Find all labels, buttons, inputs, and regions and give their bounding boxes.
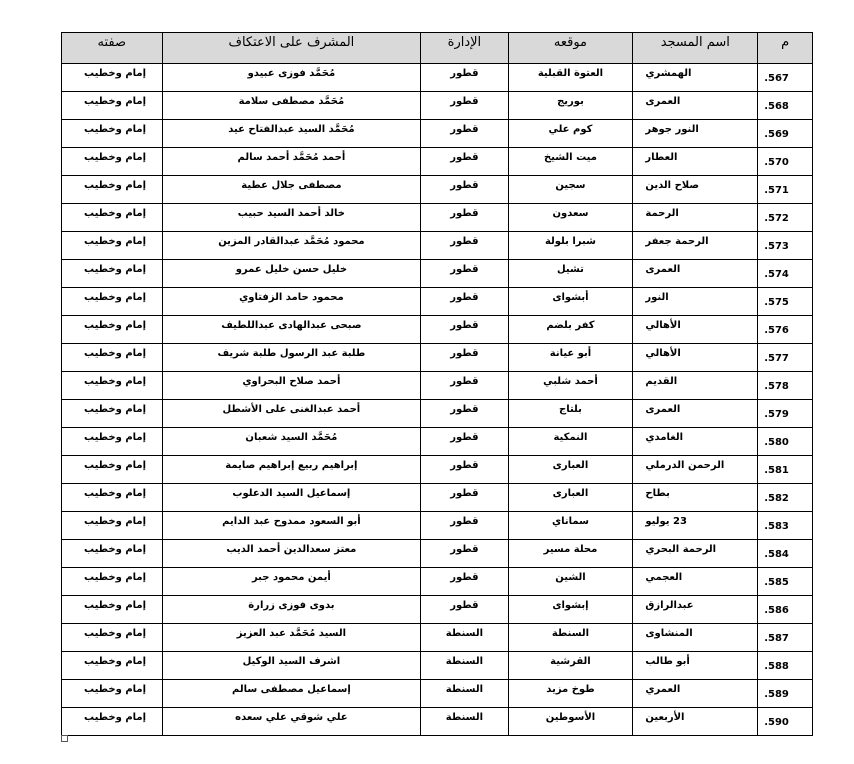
supervisor-cell: أحمد عبدالغنى على الأشطل (162, 400, 421, 428)
row-number-cell: 588. (758, 652, 813, 680)
role-cell: إمام وخطيب (62, 204, 163, 232)
administration-cell: قطور (421, 428, 508, 456)
supervisor-cell: خليل حسن خليل عمرو (162, 260, 421, 288)
mosque-name-cell: العمري (633, 680, 758, 708)
table-row (62, 316, 813, 344)
location-cell: السنطة (508, 624, 633, 652)
row-number-cell: 579. (758, 400, 813, 428)
role-cell: إمام وخطيب (62, 148, 163, 176)
supervisor-cell: مصطفى جلال عطية (162, 176, 421, 204)
location-cell: النمكية (508, 428, 633, 456)
supervisor-cell: صبحى عبدالهادى عبداللطيف (162, 316, 421, 344)
location-cell: كفر بلضم (508, 316, 633, 344)
row-number-cell: 587. (758, 624, 813, 652)
administration-cell: قطور (421, 64, 508, 92)
supervisor-cell: أبو السعود ممدوح عبد الدايم (162, 512, 421, 540)
header-role: صفته (62, 33, 163, 64)
table-row (62, 624, 813, 652)
table-row (62, 456, 813, 484)
table-row (62, 400, 813, 428)
role-cell: إمام وخطيب (62, 596, 163, 624)
mosque-name-cell: الرحمة جعفر (633, 232, 758, 260)
location-cell: سعدون (508, 204, 633, 232)
table-body (62, 64, 813, 736)
header-num: م (758, 33, 813, 64)
administration-cell: قطور (421, 540, 508, 568)
supervisor-cell: معتز سعدالدين أحمد الديب (162, 540, 421, 568)
role-cell: إمام وخطيب (62, 120, 163, 148)
administration-cell: قطور (421, 596, 508, 624)
mosque-name-cell: عبدالرازق (633, 596, 758, 624)
table-row (62, 120, 813, 148)
location-cell: الأسوطين (508, 708, 633, 736)
role-cell: إمام وخطيب (62, 680, 163, 708)
table-row (62, 92, 813, 120)
table-header-row (62, 33, 813, 64)
administration-cell: قطور (421, 120, 508, 148)
mosque-name-cell: 23 يوليو (633, 512, 758, 540)
row-number-cell: 570. (758, 148, 813, 176)
row-number-cell: 574. (758, 260, 813, 288)
role-cell: إمام وخطيب (62, 652, 163, 680)
role-cell: إمام وخطيب (62, 624, 163, 652)
administration-cell: قطور (421, 568, 508, 596)
role-cell: إمام وخطيب (62, 372, 163, 400)
table-row (62, 484, 813, 512)
supervisor-cell: أحمد مُحَمَّد أحمد سالم (162, 148, 421, 176)
role-cell: إمام وخطيب (62, 64, 163, 92)
table-row (62, 232, 813, 260)
location-cell: القرشية (508, 652, 633, 680)
role-cell: إمام وخطيب (62, 400, 163, 428)
row-number-cell: 581. (758, 456, 813, 484)
role-cell: إمام وخطيب (62, 288, 163, 316)
supervisor-cell: مُحَمَّد مصطفى سلامة (162, 92, 421, 120)
administration-cell: قطور (421, 372, 508, 400)
table-row (62, 680, 813, 708)
location-cell: الشين (508, 568, 633, 596)
administration-cell: قطور (421, 148, 508, 176)
row-number-cell: 582. (758, 484, 813, 512)
supervisor-cell: السيد مُحَمَّد عبد العزيز (162, 624, 421, 652)
mosque-name-cell: المنشاوى (633, 624, 758, 652)
supervisor-cell: محمود مُحَمَّد عبدالقادر المزين (162, 232, 421, 260)
row-number-cell: 585. (758, 568, 813, 596)
supervisor-cell: مُحَمَّد السيد شعبان (162, 428, 421, 456)
row-number-cell: 572. (758, 204, 813, 232)
administration-cell: قطور (421, 204, 508, 232)
table-row (62, 512, 813, 540)
mosque-name-cell: صلاح الدين (633, 176, 758, 204)
administration-cell: قطور (421, 512, 508, 540)
table-row (62, 596, 813, 624)
location-cell: العتوة القبلية (508, 64, 633, 92)
role-cell: إمام وخطيب (62, 316, 163, 344)
role-cell: إمام وخطيب (62, 232, 163, 260)
mosque-name-cell: العمرى (633, 400, 758, 428)
location-cell: العبارى (508, 484, 633, 512)
mosque-name-cell: الرحمن الدرملي (633, 456, 758, 484)
administration-cell: السنطة (421, 652, 508, 680)
row-number-cell: 576. (758, 316, 813, 344)
administration-cell: السنطة (421, 624, 508, 652)
location-cell: بوريج (508, 92, 633, 120)
table-row (62, 652, 813, 680)
mosque-name-cell: بطاح (633, 484, 758, 512)
supervisor-cell: أيمن محمود جبر (162, 568, 421, 596)
administration-cell: السنطة (421, 708, 508, 736)
administration-cell: قطور (421, 92, 508, 120)
table-row (62, 176, 813, 204)
row-number-cell: 578. (758, 372, 813, 400)
role-cell: إمام وخطيب (62, 92, 163, 120)
mosque-name-cell: الغامدي (633, 428, 758, 456)
supervisor-cell: إسماعيل مصطفى سالم (162, 680, 421, 708)
role-cell: إمام وخطيب (62, 512, 163, 540)
supervisor-cell: مُحَمَّد السيد عبدالفتاح عيد (162, 120, 421, 148)
table-row (62, 64, 813, 92)
itikaf-supervisors-table (61, 32, 813, 736)
mosque-name-cell: النور جوهر (633, 120, 758, 148)
supervisor-cell: بدوى فوزى زرارة (162, 596, 421, 624)
row-number-cell: 580. (758, 428, 813, 456)
mosque-name-cell: الأهالي (633, 316, 758, 344)
row-number-cell: 586. (758, 596, 813, 624)
table-row (62, 148, 813, 176)
role-cell: إمام وخطيب (62, 428, 163, 456)
mosque-name-cell: الأربعين (633, 708, 758, 736)
row-number-cell: 569. (758, 120, 813, 148)
row-number-cell: 577. (758, 344, 813, 372)
supervisor-cell: خالد أحمد السيد حبيب (162, 204, 421, 232)
supervisor-cell: محمود حامد الزفتاوي (162, 288, 421, 316)
mosque-name-cell: النور (633, 288, 758, 316)
role-cell: إمام وخطيب (62, 568, 163, 596)
mosque-name-cell: العمرى (633, 92, 758, 120)
table-row (62, 344, 813, 372)
role-cell: إمام وخطيب (62, 344, 163, 372)
mosque-name-cell: الرحمة (633, 204, 758, 232)
row-number-cell: 590. (758, 708, 813, 736)
mosque-name-cell: الرحمة البحري (633, 540, 758, 568)
mosque-name-cell: العجمي (633, 568, 758, 596)
table-row (62, 540, 813, 568)
administration-cell: قطور (421, 176, 508, 204)
mosque-name-cell: أبو طالب (633, 652, 758, 680)
mosque-name-cell: القديم (633, 372, 758, 400)
administration-cell: قطور (421, 288, 508, 316)
administration-cell: قطور (421, 316, 508, 344)
location-cell: كوم علي (508, 120, 633, 148)
administration-cell: قطور (421, 456, 508, 484)
row-number-cell: 573. (758, 232, 813, 260)
location-cell: تشيل (508, 260, 633, 288)
header-mosque-name: اسم المسجد (633, 33, 758, 64)
supervisor-cell: إسماعيل السيد الدعلوب (162, 484, 421, 512)
table-row (62, 568, 813, 596)
row-number-cell: 589. (758, 680, 813, 708)
location-cell: أبشواى (508, 288, 633, 316)
location-cell: بلتاج (508, 400, 633, 428)
location-cell: ميت الشيخ (508, 148, 633, 176)
administration-cell: قطور (421, 484, 508, 512)
supervisor-cell: أحمد صلاح البحراوي (162, 372, 421, 400)
mosque-name-cell: العمرى (633, 260, 758, 288)
supervisor-cell: طلبة عبد الرسول طلبة شريف (162, 344, 421, 372)
administration-cell: السنطة (421, 680, 508, 708)
table-row (62, 260, 813, 288)
table-row (62, 288, 813, 316)
row-number-cell: 575. (758, 288, 813, 316)
supervisor-cell: إبراهيم ربيع إبراهيم صايمة (162, 456, 421, 484)
location-cell: سماناي (508, 512, 633, 540)
administration-cell: قطور (421, 232, 508, 260)
role-cell: إمام وخطيب (62, 456, 163, 484)
location-cell: أبو عيانة (508, 344, 633, 372)
mosque-name-cell: الأهالي (633, 344, 758, 372)
location-cell: طوخ مزيد (508, 680, 633, 708)
table-row (62, 708, 813, 736)
row-number-cell: 583. (758, 512, 813, 540)
mosque-name-cell: العطار (633, 148, 758, 176)
row-number-cell: 571. (758, 176, 813, 204)
table-row (62, 428, 813, 456)
header-location: موقعه (508, 33, 633, 64)
table-row (62, 204, 813, 232)
table-row (62, 372, 813, 400)
row-number-cell: 567. (758, 64, 813, 92)
role-cell: إمام وخطيب (62, 540, 163, 568)
supervisor-cell: اشرف السيد الوكيل (162, 652, 421, 680)
administration-cell: قطور (421, 344, 508, 372)
location-cell: أحمد شلبي (508, 372, 633, 400)
location-cell: سجين (508, 176, 633, 204)
supervisor-cell: علي شوقي علي سعده (162, 708, 421, 736)
role-cell: إمام وخطيب (62, 260, 163, 288)
role-cell: إمام وخطيب (62, 484, 163, 512)
supervisor-cell: مُحَمَّد فوزى عبيدو (162, 64, 421, 92)
location-cell: شبرا بلولة (508, 232, 633, 260)
location-cell: إبشواى (508, 596, 633, 624)
administration-cell: قطور (421, 400, 508, 428)
row-number-cell: 568. (758, 92, 813, 120)
role-cell: إمام وخطيب (62, 708, 163, 736)
location-cell: العبارى (508, 456, 633, 484)
role-cell: إمام وخطيب (62, 176, 163, 204)
header-administration: الإدارة (421, 33, 508, 64)
mosque-name-cell: الهمشري (633, 64, 758, 92)
location-cell: محلة مسير (508, 540, 633, 568)
header-supervisor: المشرف على الاعتكاف (162, 33, 421, 64)
row-number-cell: 584. (758, 540, 813, 568)
administration-cell: قطور (421, 260, 508, 288)
paragraph-end-marker (61, 735, 68, 742)
